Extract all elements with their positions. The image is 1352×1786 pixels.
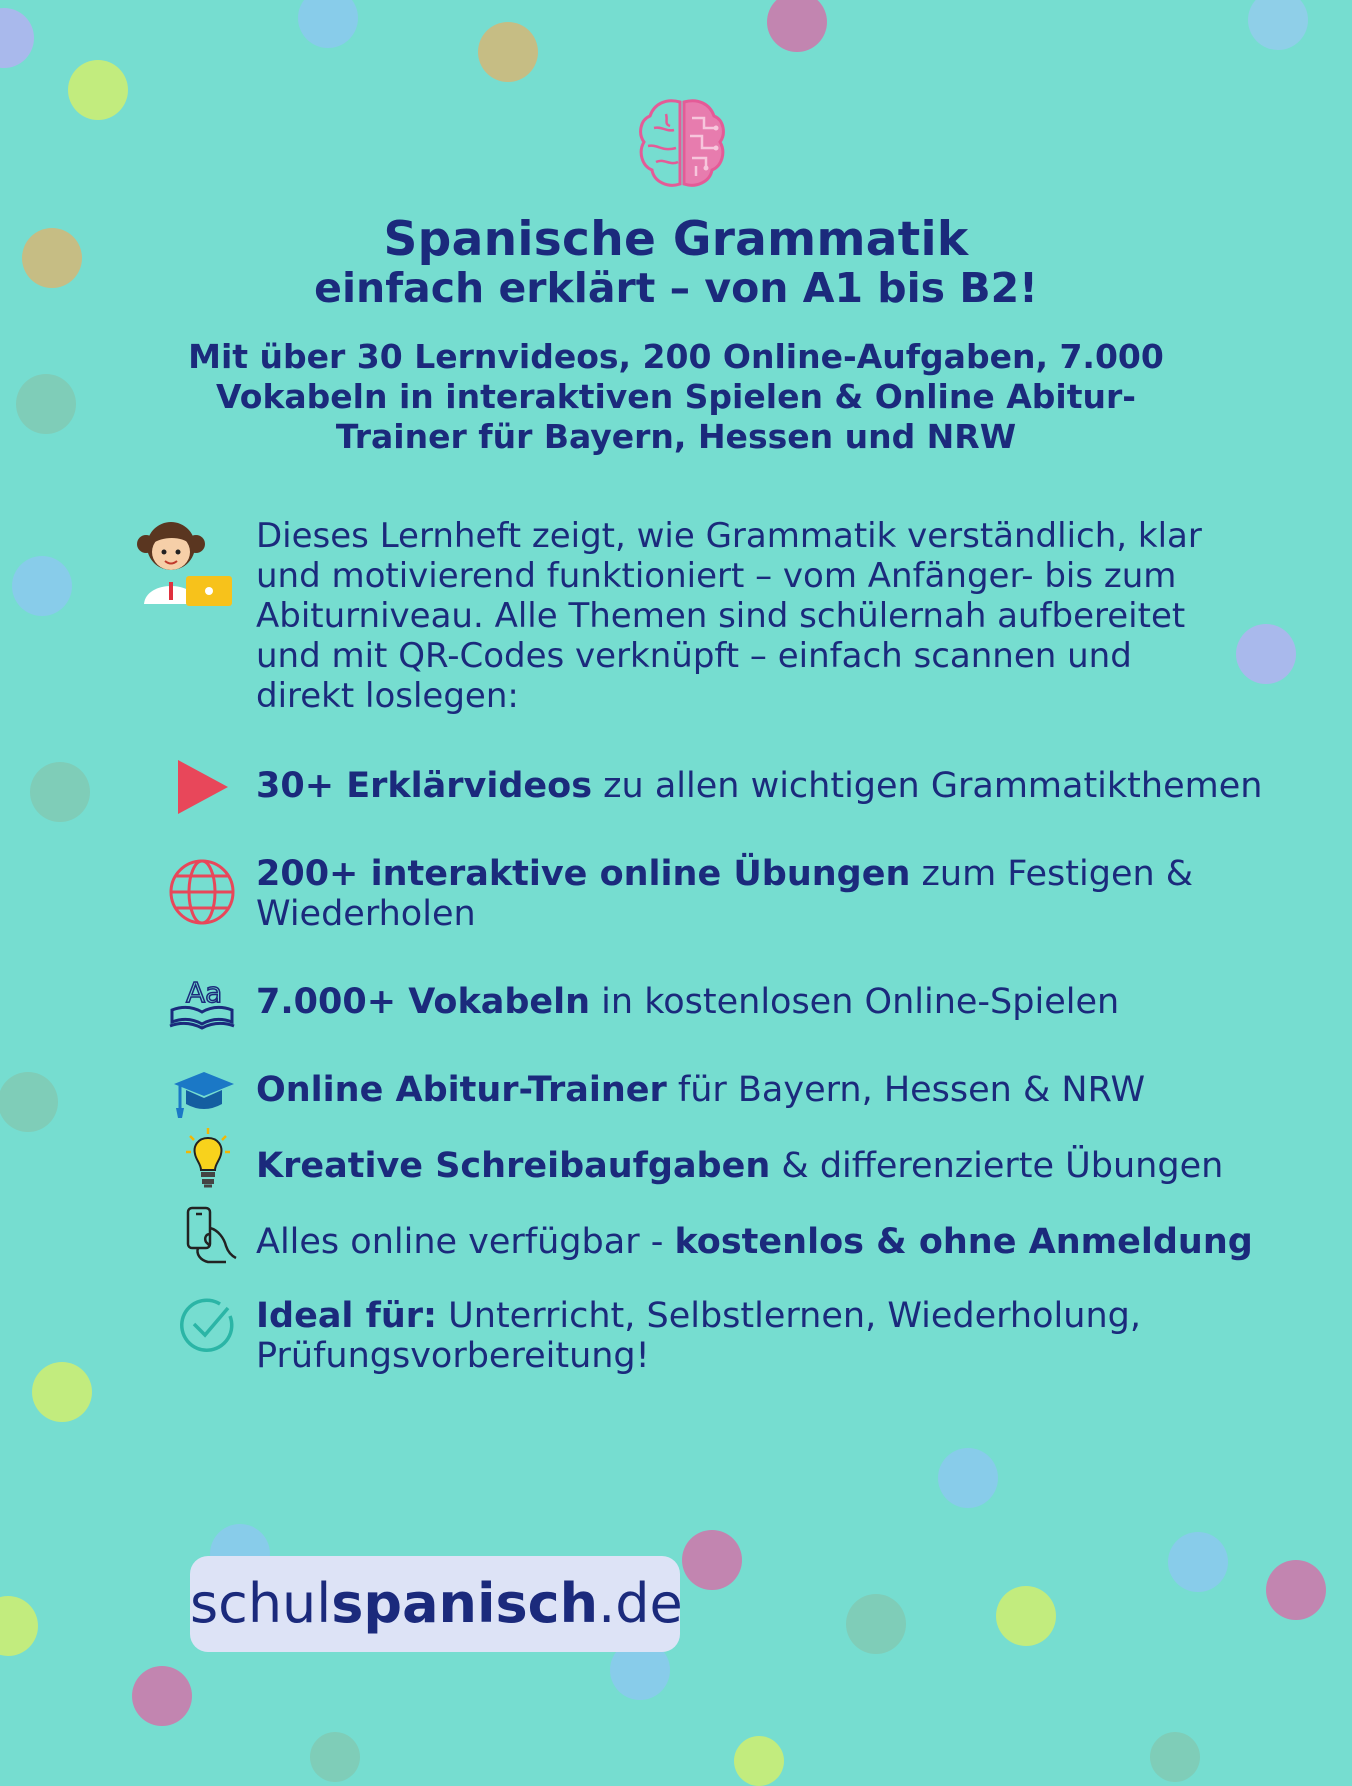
decor-dot xyxy=(1248,0,1308,50)
feature-bold: 200+ interaktive online Übungen xyxy=(256,854,911,894)
book-icon xyxy=(168,972,236,1030)
feature-text: Alles online verfügbar - xyxy=(256,1222,675,1262)
feature-item-ideal xyxy=(256,1296,1266,1376)
decor-dot xyxy=(938,1448,998,1508)
feature-item-exercises xyxy=(256,854,1266,934)
check-circle-icon xyxy=(178,1296,236,1354)
intro-paragraph: Dieses Lernheft zeigt, wie Grammatik verständlich, klar und motivierend funktioniert – vom Anfänger- bis zum Abiturniveau. Alle Themen sind schülernah aufbereitet und mit QR-Codes verknüpft – einfach scannen und direkt loslegen: xyxy=(256,516,1202,716)
feature-item-videos xyxy=(256,766,1266,806)
logo-part-bold: spanisch xyxy=(331,1572,599,1635)
decor-dot xyxy=(1266,1560,1326,1620)
decor-dot xyxy=(32,1362,92,1422)
svg-text:Aa: Aa xyxy=(186,976,223,1009)
decor-dot xyxy=(1236,624,1296,684)
logo-part: schul xyxy=(190,1572,332,1635)
feature-bold: Online Abitur-Trainer xyxy=(256,1070,667,1110)
feature-item-writing xyxy=(256,1146,1266,1186)
feature-text: & differenzierte Übungen xyxy=(770,1146,1224,1186)
decor-dot xyxy=(1150,1732,1200,1782)
feature-bold: kostenlos & ohne Anmeldung xyxy=(674,1222,1253,1262)
feature-text: zum Festigen & Wiederholen xyxy=(256,854,1194,934)
decor-dot xyxy=(0,8,34,68)
decor-dot xyxy=(478,22,538,82)
decor-dot xyxy=(12,556,72,616)
feature-item-online xyxy=(256,1222,1266,1262)
feature-bold: 30+ Erklärvideos xyxy=(256,766,593,806)
decor-dot xyxy=(996,1586,1056,1646)
feature-item-abitur-trainer xyxy=(256,1070,1266,1110)
feature-text: Unterricht, Selbstlernen, Wiederholung, Prüfungsvorbereitung! xyxy=(256,1296,1141,1376)
student-laptop-icon xyxy=(134,516,238,608)
tagline: Mit über 30 Lernvideos, 200 Online-Aufgaben, 7.000 Vokabeln in interaktiven Spielen & Online Abitur-Trainer für Bayern, Hessen und NRW xyxy=(188,337,1164,456)
decor-dot xyxy=(132,1666,192,1726)
decor-dot xyxy=(0,1596,38,1656)
feature-bold: Ideal für: xyxy=(256,1296,438,1336)
globe-icon xyxy=(168,858,236,926)
feature-text: für Bayern, Hessen & NRW xyxy=(666,1070,1146,1110)
decor-dot xyxy=(682,1530,742,1590)
decor-dot xyxy=(30,762,90,822)
feature-text: in kostenlosen Online-Spielen xyxy=(590,982,1120,1022)
page-subtitle: einfach erklärt – von A1 bis B2! xyxy=(314,264,1038,312)
logo-part: .de xyxy=(598,1572,683,1635)
decor-dot xyxy=(767,0,827,52)
decor-dot xyxy=(298,0,358,48)
feature-bold: 7.000+ Vokabeln xyxy=(256,982,591,1022)
feature-item-vocabulary xyxy=(256,982,1266,1022)
decor-dot xyxy=(68,60,128,120)
site-logo xyxy=(190,1556,683,1652)
decor-dot xyxy=(16,374,76,434)
feature-bold: Kreative Schreibaufgaben xyxy=(256,1146,771,1186)
feature-text: zu allen wichtigen Grammatikthemen xyxy=(592,766,1263,806)
phone-hand-icon xyxy=(180,1206,238,1264)
brain-icon xyxy=(636,96,728,192)
decor-dot xyxy=(734,1736,784,1786)
lightbulb-icon xyxy=(184,1126,232,1190)
decor-dot xyxy=(0,1072,58,1132)
decor-dot xyxy=(846,1594,906,1654)
decor-dot xyxy=(1168,1532,1228,1592)
play-icon xyxy=(176,758,230,816)
decor-dot xyxy=(310,1732,360,1782)
graduation-cap-icon xyxy=(172,1068,236,1120)
page-title: Spanische Grammatik xyxy=(383,212,969,267)
